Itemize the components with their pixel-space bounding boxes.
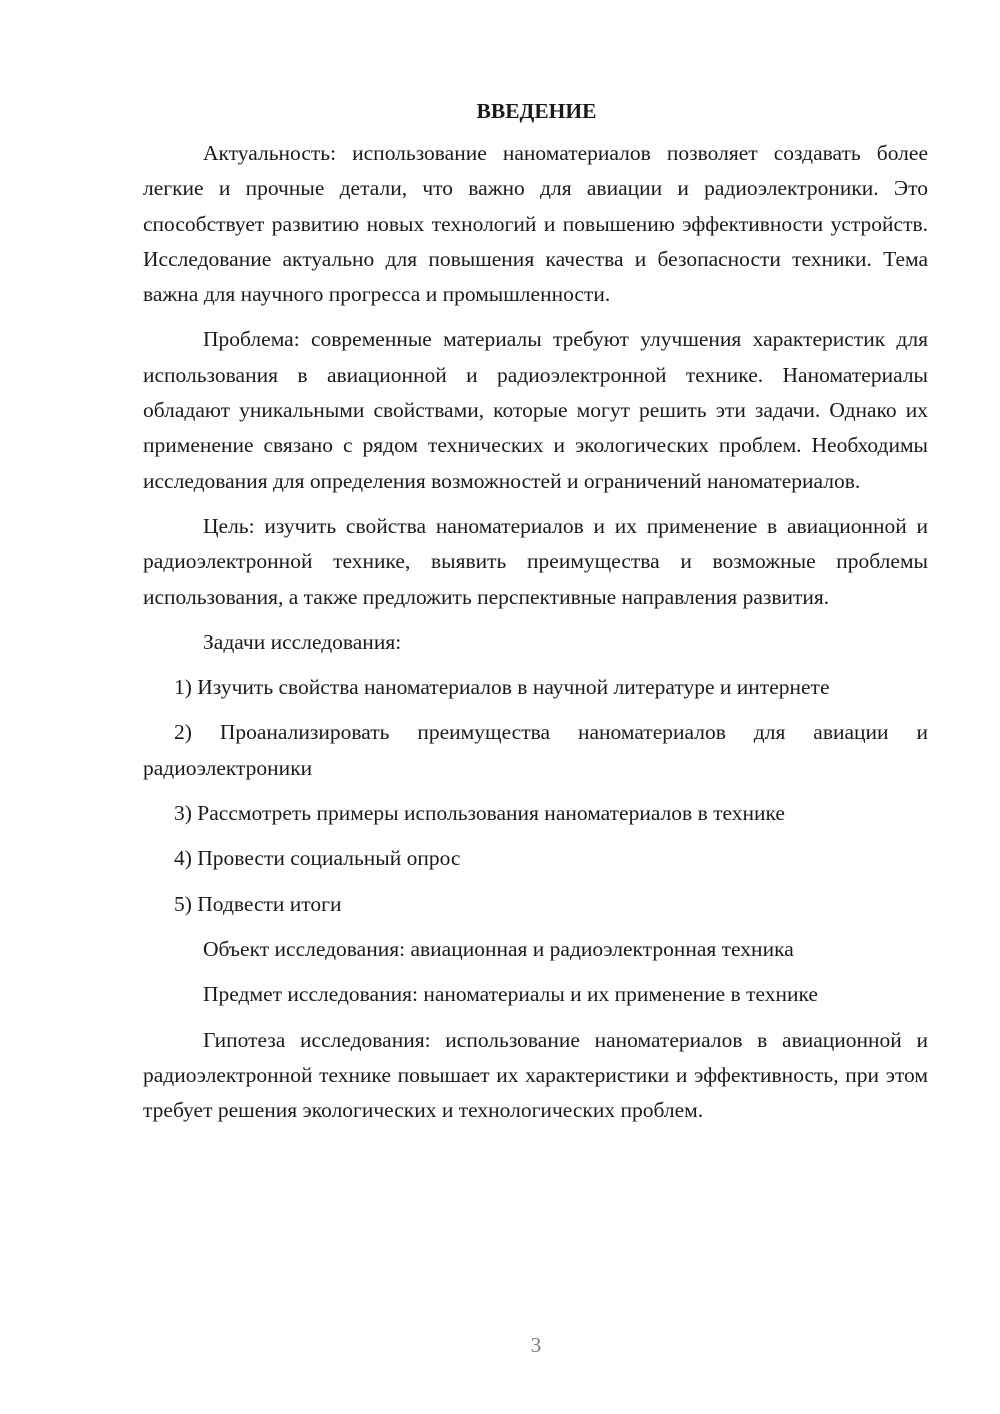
object-paragraph: Объект исследования: авиационная и радиоэлектронная техника bbox=[203, 936, 794, 961]
task-item: 3) Рассмотреть примеры использования наноматериалов в технике bbox=[174, 801, 785, 826]
document-title: ВВЕДЕНИЕ bbox=[476, 99, 597, 123]
page-number: 3 bbox=[530, 1333, 542, 1357]
problem-paragraph: Проблема: современные материалы требуют улучшения характеристик для использования в авиационной и радиоэлектронной технике. Наноматериалы обладают уникальными свойствами, которые могут решить эти задачи. Однако их применение связано с рядом технических и экологических проблем. Необходимы исследования для определения возможностей и ограничений наноматериалов. bbox=[143, 327, 928, 493]
document-page bbox=[143, 96, 928, 1128]
task-item: 1) Изучить свойства наноматериалов в научной литературе и интернете bbox=[174, 675, 830, 700]
relevance-paragraph: Актуальность: использование наноматериалов позволяет создавать более легкие и прочные детали, что важно для авиации и радиоэлектроники. Это способствует развитию новых технологий и повышению эффективности устройств. Исследование актуально для повышения качества и безопасности техники. Тема важна для научного прогресса и промышленности. bbox=[143, 141, 928, 307]
task-item: 4) Провести социальный опрос bbox=[174, 846, 461, 871]
goal-paragraph: Цель: изучить свойства наноматериалов и их применение в авиационной и радиоэлектронной технике, выявить преимущества и возможные проблемы использования, а также предложить перспективные направления развития. bbox=[143, 513, 928, 609]
subject-paragraph: Предмет исследования: наноматериалы и их применение в технике bbox=[203, 982, 818, 1007]
task-item: 5) Подвести итоги bbox=[174, 891, 342, 916]
hypothesis-paragraph: Гипотеза исследования: использование наноматериалов в авиационной и радиоэлектронной технике повышает их характеристики и эффективность, при этом требует решения экологических и технологических проблем. bbox=[143, 1027, 928, 1123]
tasks-heading: Задачи исследования: bbox=[203, 629, 402, 654]
task-item: 2) Проанализировать преимущества наноматериалов для авиации и радиоэлектроники bbox=[143, 720, 928, 780]
